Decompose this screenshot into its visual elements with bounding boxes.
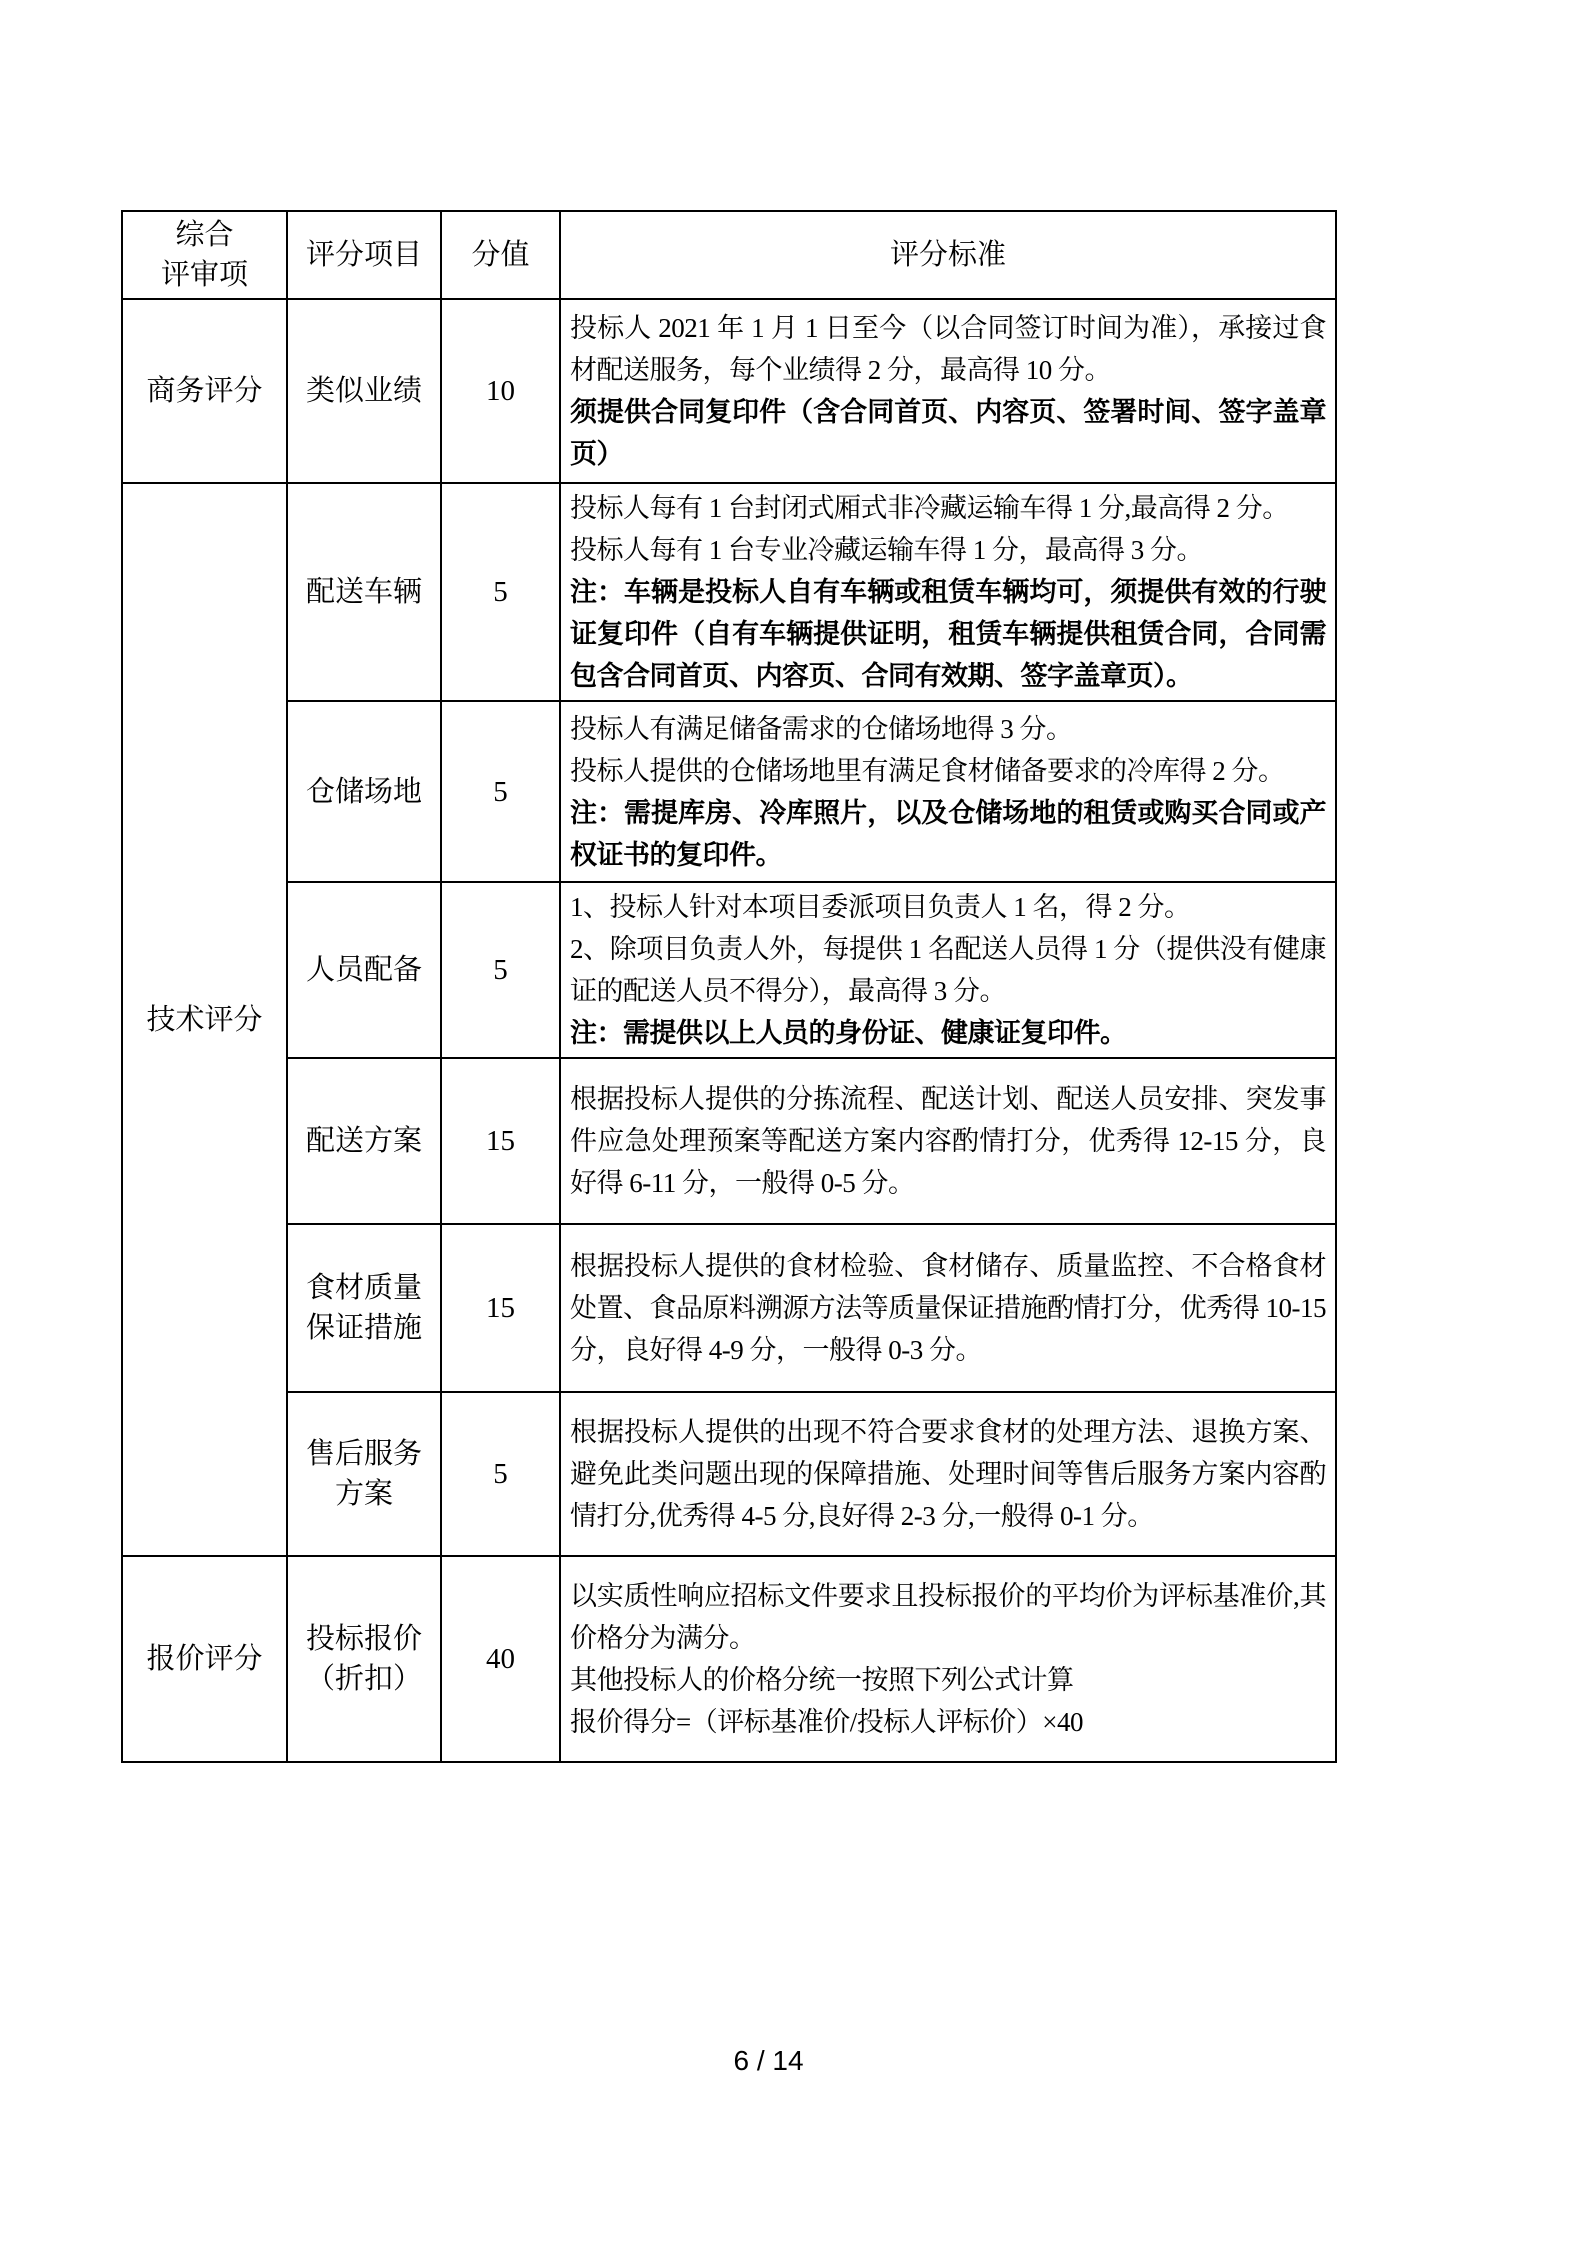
criteria-paragraph: 投标人有满足储备需求的仓储场地得 3 分。	[570, 713, 1073, 744]
row-after-sales	[122, 1392, 1336, 1556]
item-cell	[287, 299, 441, 483]
criteria-cell	[560, 299, 1336, 483]
item-line: 仓储场地	[305, 775, 422, 808]
score-cell: 5	[441, 882, 560, 1058]
criteria-paragraph: 2、除项目负责人外，每提供 1 名配送人员得 1 分（提供没有健康证的配送人员不得分），最高得 3 分。	[570, 934, 1326, 1006]
score-cell: 15	[441, 1058, 560, 1224]
criteria-cell	[560, 1556, 1336, 1762]
item-cell	[287, 1058, 441, 1224]
item-cell	[287, 701, 441, 882]
row-delivery-plan	[122, 1058, 1336, 1224]
item-line: 食材质量	[305, 1272, 422, 1304]
score-cell: 40	[441, 1556, 560, 1762]
header-cell-scoring-item: 评分项目	[287, 211, 441, 299]
item-cell	[287, 882, 441, 1058]
criteria-paragraph: 以实质性响应招标文件要求且投标报价的平均价为评标基准价,其价格分为满分。	[570, 1581, 1326, 1653]
item-cell	[287, 1392, 441, 1556]
criteria-paragraph: 报价得分=（评标基准价/投标人评标价）×40	[570, 1707, 1083, 1737]
header-cell-score-value: 分值	[441, 211, 560, 299]
scoring-table	[121, 210, 1337, 1763]
criteria-paragraph: 根据投标人提供的分拣流程、配送计划、配送人员安排、突发事件应急处理预案等配送方案内容酌情打分，优秀得 12-15 分，良好得 6-11 分，一般得 0-5 分。	[570, 1084, 1326, 1198]
criteria-paragraph: 其他投标人的价格分统一按照下列公式计算	[570, 1665, 1074, 1695]
criteria-paragraph: 须提供合同复印件（含合同首页、内容页、签署时间、签字盖章页）	[570, 397, 1326, 469]
score-cell: 10	[441, 299, 560, 483]
criteria-paragraph: 根据投标人提供的食材检验、食材储存、质量监控、不合格食材处置、食品原料溯源方法等质量保证措施酌情打分，优秀得 10-15 分，良好得 4-9 分，一般得 0-3 分。	[570, 1251, 1326, 1365]
item-cell	[287, 1224, 441, 1392]
item-line: 配送方案	[305, 1125, 422, 1157]
criteria-cell	[560, 701, 1336, 882]
criteria-paragraph: 投标人提供的仓储场地里有满足食材储备要求的冷库得 2 分。	[570, 755, 1285, 786]
item-line: 售后服务	[305, 1438, 422, 1470]
row-delivery-vehicles	[122, 483, 1336, 701]
criteria-cell	[560, 1392, 1336, 1556]
score-cell: 5	[441, 1392, 560, 1556]
criteria-cell	[560, 1058, 1336, 1224]
criteria-paragraph: 投标人每有 1 台专业冷藏运输车得 1 分，最高得 3 分。	[570, 535, 1203, 565]
score-cell: 15	[441, 1224, 560, 1392]
item-line: 配送车辆	[305, 576, 422, 608]
criteria-cell	[560, 882, 1336, 1058]
criteria-paragraph: 注：车辆是投标人自有车辆或租赁车辆均可，须提供有效的行驶证复印件（自有车辆提供证明，租赁车辆提供租赁合同，合同需包含合同首页、内容页、合同有效期、签字盖章页）。	[570, 577, 1326, 691]
row-food-quality	[122, 1224, 1336, 1392]
item-line: 方案	[334, 1478, 393, 1510]
criteria-cell	[560, 483, 1336, 701]
document-page-body	[121, 210, 1337, 1763]
category-cell-business: 商务评分	[122, 299, 287, 483]
header-line: 综合	[175, 219, 234, 251]
item-line: 类似业绩	[305, 375, 422, 407]
score-cell: 5	[441, 701, 560, 882]
criteria-paragraph: 注：需提供以上人员的身份证、健康证复印件。	[570, 1018, 1127, 1048]
criteria-paragraph: 注：需提库房、冷库照片，以及仓储场地的租赁或购买合同或产权证书的复印件。	[570, 797, 1326, 870]
item-line: 保证措施	[305, 1312, 422, 1344]
criteria-paragraph: 投标人每有 1 台封闭式厢式非冷藏运输车得 1 分,最高得 2 分。	[570, 493, 1289, 523]
item-line: 人员配备	[305, 954, 422, 986]
header-cell-scoring-criteria: 评分标准	[560, 211, 1336, 299]
criteria-paragraph: 1、投标人针对本项目委派项目负责人 1 名，得 2 分。	[570, 892, 1191, 922]
score-cell: 5	[441, 483, 560, 701]
header-line: 评审项	[160, 259, 248, 291]
item-cell	[287, 1556, 441, 1762]
category-cell-technical: 技术评分	[122, 483, 287, 1556]
item-line: （折扣）	[305, 1663, 422, 1695]
header-cell-review-category	[122, 211, 287, 299]
criteria-paragraph: 投标人 2021 年 1 月 1 日至今（以合同签订时间为准），承接过食材配送服务，每个业绩得 2 分，最高得 10 分。	[570, 313, 1326, 385]
row-storage-site	[122, 701, 1336, 882]
row-bid-price	[122, 1556, 1336, 1762]
criteria-paragraph: 根据投标人提供的出现不符合要求食材的处理方法、退换方案、避免此类问题出现的保障措施、处理时间等售后服务方案内容酌情打分,优秀得 4-5 分,良好得 2-3 分,一般得 0-1 分。	[570, 1417, 1326, 1531]
row-similar-performance	[122, 299, 1336, 483]
criteria-cell	[560, 1224, 1336, 1392]
table-header-row	[122, 211, 1336, 299]
page-number: 6 / 14	[733, 2045, 804, 2076]
row-staffing	[122, 882, 1336, 1058]
item-line: 投标报价	[305, 1623, 422, 1655]
item-cell	[287, 483, 441, 701]
category-cell-price: 报价评分	[122, 1556, 287, 1762]
